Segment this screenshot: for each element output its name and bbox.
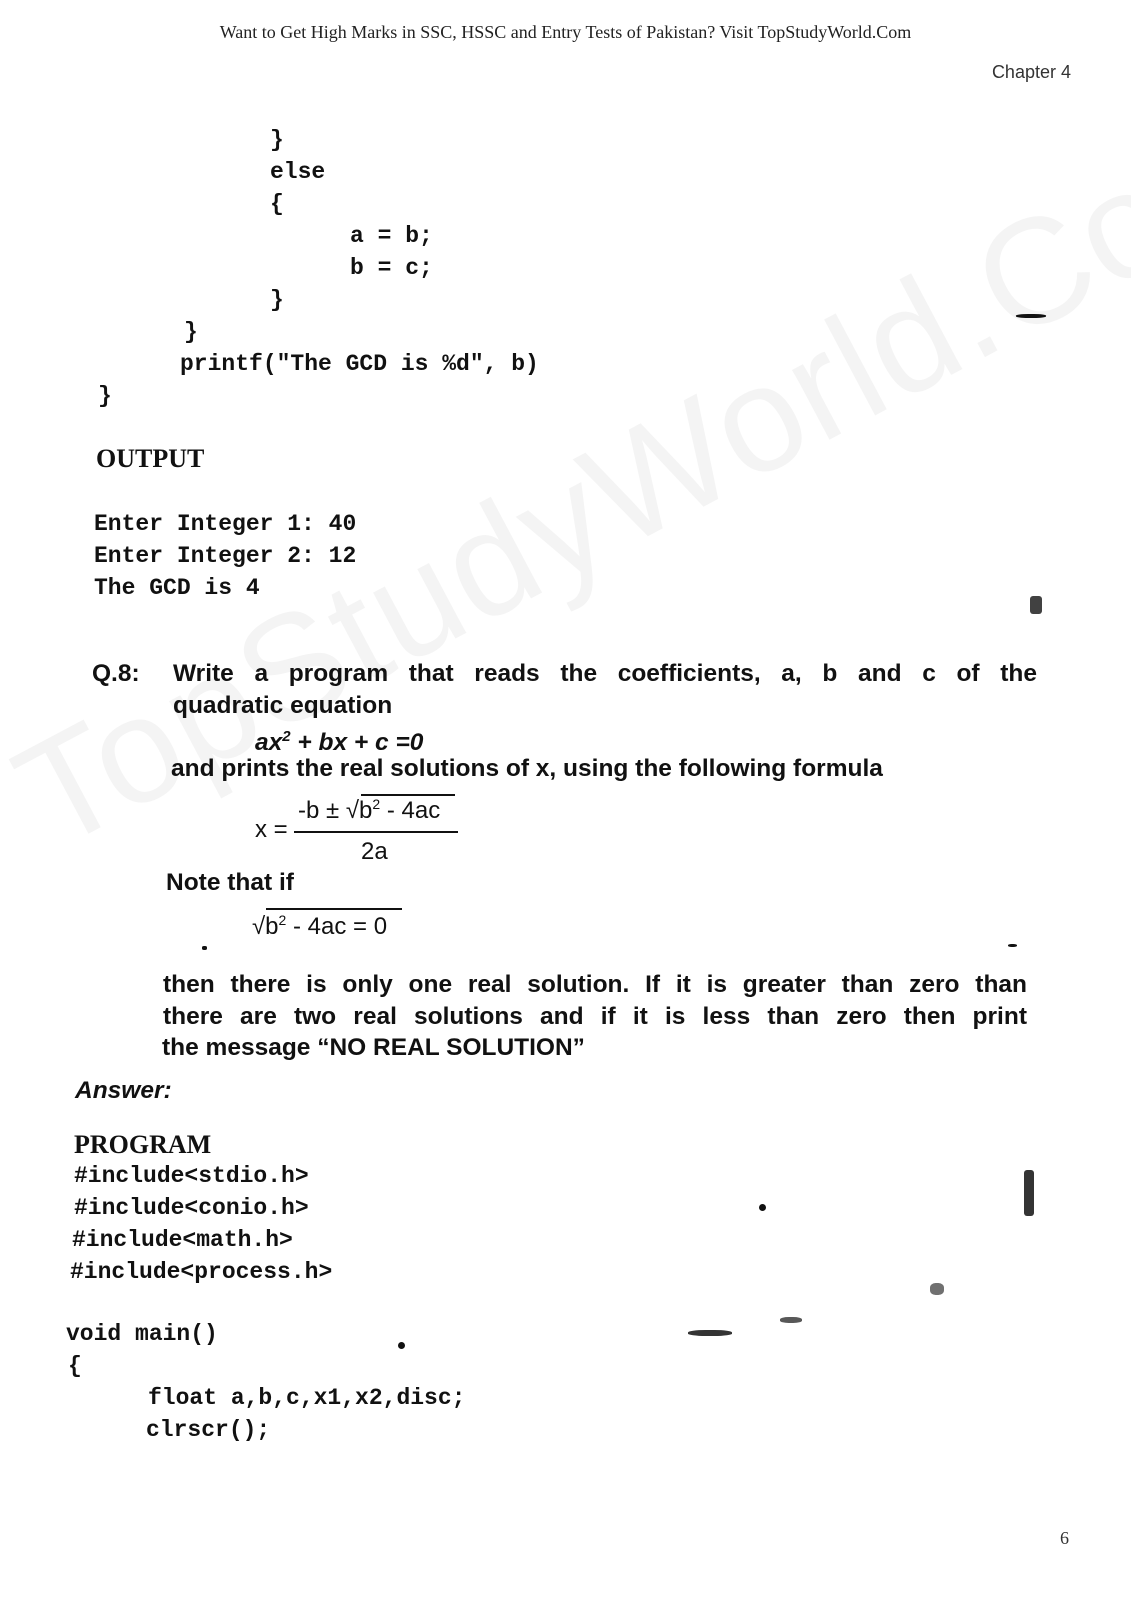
output-line: The GCD is 4 [94, 575, 260, 601]
condition-rest: - 4ac = 0 [286, 913, 388, 940]
numerator-sup: 2 [372, 796, 381, 812]
output-line: Enter Integer 1: 40 [94, 511, 357, 537]
program-heading: PROGRAM [74, 1130, 212, 1159]
include-line: #include<process.h> [70, 1259, 333, 1285]
main-line: float a,b,c,x1,x2,disc; [148, 1385, 466, 1411]
paragraph-line-2: there are two real solutions and if it is less than zero then print [163, 1003, 1027, 1030]
main-line: clrscr(); [146, 1417, 271, 1443]
condition-root: √ [252, 913, 266, 940]
paragraph-line-1: then there is only one real solution. If it is greater than zero than [163, 971, 1027, 998]
code-line: printf("The GCD is %d", b) [180, 351, 539, 377]
output-heading: OUTPUT [96, 444, 205, 473]
condition-formula [252, 912, 387, 941]
include-line: #include<math.h> [72, 1227, 293, 1253]
output-line: Enter Integer 2: 12 [94, 543, 357, 569]
scan-artifact [688, 1330, 732, 1336]
header-banner: Want to Get High Marks in SSC, HSSC and Entry Tests of Pakistan? Visit TopStudyWorld.Com [219, 22, 912, 42]
numerator-prefix: -b ± √ [298, 797, 360, 824]
question-line-1: Write a program that reads the coefficients, a, b and c of the [173, 660, 1037, 687]
fraction-line [294, 831, 458, 833]
condition-sqrt-bar [266, 908, 402, 910]
paragraph-line-3: the message “NO REAL SOLUTION” [162, 1034, 585, 1061]
numerator-suffix: - 4ac [380, 797, 441, 824]
code-line: a = b; [350, 223, 433, 249]
numerator-sqrt-bar [361, 794, 455, 796]
scan-artifact [759, 1204, 766, 1211]
equation-ax: ax [255, 729, 283, 757]
scan-artifact [930, 1283, 944, 1295]
scan-artifact [398, 1342, 405, 1349]
question-line-2: quadratic equation [173, 692, 393, 719]
scan-artifact [1008, 944, 1017, 947]
question-label: Q.8: [92, 660, 140, 687]
code-line: } [98, 383, 112, 409]
code-line: } [184, 319, 198, 345]
scan-artifact [1016, 314, 1046, 318]
formula-denominator: 2a [361, 838, 388, 865]
main-line: { [68, 1353, 82, 1379]
code-line: } [270, 287, 284, 313]
note-text: Note that if [166, 869, 294, 896]
answer-label: Answer: [75, 1077, 172, 1104]
equation-rest: + bx + c =0 [290, 729, 424, 757]
numerator-radicand: b [359, 797, 373, 824]
main-line: void main() [66, 1321, 218, 1347]
code-line: } [270, 127, 284, 153]
question-line-3: and prints the real solutions of x, using the following formula [171, 755, 883, 782]
scan-artifact [1030, 596, 1042, 614]
chapter-label: Chapter 4 [991, 62, 1071, 82]
scan-artifact [780, 1317, 802, 1323]
equation-sup: 2 [282, 728, 291, 745]
include-line: #include<stdio.h> [74, 1163, 309, 1189]
formula-numerator [298, 796, 440, 825]
condition-sup: 2 [278, 912, 287, 928]
code-line: else [270, 159, 326, 185]
formula-lhs: x = [255, 816, 288, 843]
code-line: b = c; [350, 255, 433, 281]
code-line: { [270, 191, 284, 217]
include-line: #include<conio.h> [74, 1195, 309, 1221]
page-number: 6 [1060, 1528, 1069, 1548]
condition-radicand: b [265, 913, 279, 940]
scan-artifact [202, 946, 207, 950]
scan-artifact [1024, 1170, 1034, 1216]
